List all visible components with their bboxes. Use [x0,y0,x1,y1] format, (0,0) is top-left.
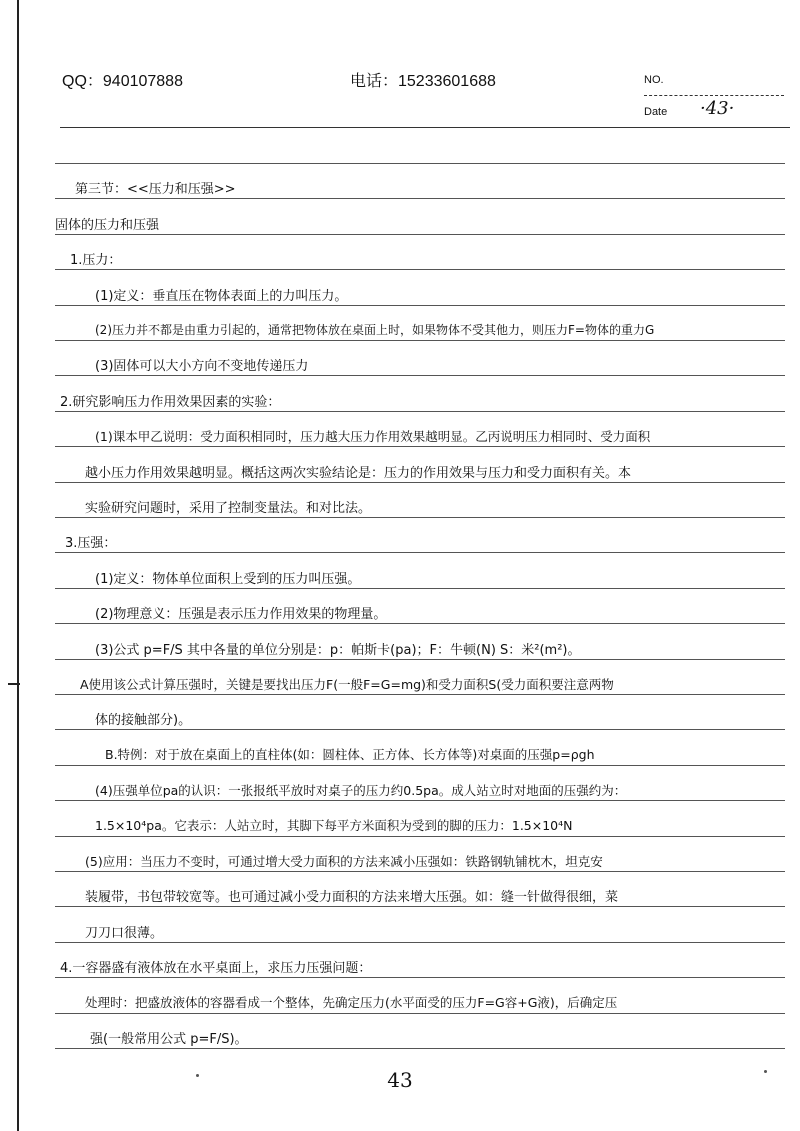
ruled-line [55,836,785,837]
ruled-line [55,765,785,766]
page-number: 43 [387,1068,413,1092]
ruled-line [55,729,785,730]
ruled-line [55,163,785,164]
ruled-line [55,977,785,978]
note-line: 体的接触部分)。 [95,713,192,728]
phone-contact: 电话：15233601688 [350,73,496,90]
speck [764,1070,767,1073]
ruled-line [55,871,785,872]
ruled-line [55,375,785,376]
note-line: 1.压力： [70,253,122,268]
note-line: (5)应用：当压力不变时，可通过增大受力面积的方法来减小压强如：铁路钢轨铺枕木，坦克安 [85,854,603,869]
ruled-line [55,552,785,553]
note-line: (1)定义：垂直压在物体表面上的力叫压力。 [95,289,348,304]
note-line: 处理时：把盛放液体的容器看成一个整体，先确定压力(水平面受的压力F=G容+G液)，后确定压 [85,995,618,1010]
ruled-line [55,269,785,270]
binding-margin-tick [8,683,20,685]
ruled-line [55,340,785,341]
note-line: (4)压强单位pa的认识：一张报纸平放时对桌子的压力约0.5pa。成人站立时对地面的压强约为： [95,783,627,798]
ruled-line [55,800,785,801]
note-line: 装履带，书包带较宽等。也可通过减小受力面积的方法来增大压强。如：缝一针做得很细，菜 [85,890,619,905]
ruled-line [55,1013,785,1014]
notebook-header [0,66,800,126]
binding-margin-line [17,0,19,1131]
ruled-line [55,198,785,199]
note-line: 刀刀口很薄。 [85,926,164,941]
note-line: 第三节：<<压力和压强>> [75,182,236,197]
header-rule [60,127,790,128]
note-line: (2)压力并不都是由重力引起的，通常把物体放在桌面上时，如果物体不受其他力，则压力F=物体的重力G [95,323,655,337]
note-line: 1.5×10⁴pa。它表示：人站立时，其脚下每平方米面积为受到的脚的压力：1.5×10⁴N [95,818,573,833]
note-line: 2.研究影响压力作用效果因素的实验： [60,395,281,410]
note-line: A使用该公式计算压强时，关键是要找出压力F(一般F=G=mg)和受力面积S(受力面积要注意两物 [80,677,614,692]
ruled-line [55,906,785,907]
number-dashed-line [644,95,784,96]
note-line: (3)公式 p=F/S 其中各量的单位分别是：p：帕斯卡(pa)；F：牛顿(N) S：米²(m²)。 [95,643,581,658]
ruled-line [55,517,785,518]
speck [196,1074,199,1077]
note-line: B.特例：对于放在桌面上的直柱体(如：圆柱体、正方体、长方体等)对桌面的压强p=ρgh [105,747,595,762]
ruled-line [55,482,785,483]
note-line: (1)定义：物体单位面积上受到的压力叫压强。 [95,572,361,587]
note-line: 实验研究问题时，采用了控制变量法。和对比法。 [85,501,372,516]
note-line: 越小压力作用效果越明显。概括这两次实验结论是：压力的作用效果与压力和受力面积有关。本 [85,466,632,481]
ruled-line [55,411,785,412]
qq-contact: QQ：940107888 [62,73,183,90]
ruled-line [55,588,785,589]
note-line: (3)固体可以大小方向不变地传递压力 [95,359,309,374]
note-line: (2)物理意义：压强是表示压力作用效果的物理量。 [95,607,387,622]
ruled-line [55,305,785,306]
note-line: 3.压强： [65,536,117,551]
note-line: 固体的压力和压强 [55,218,160,233]
ruled-line [55,694,785,695]
ruled-line [55,623,785,624]
note-line: 4.一容器盛有液体放在水平桌面上，求压力压强问题： [60,961,372,976]
ruled-line [55,1048,785,1049]
date-label: Date [644,106,668,118]
note-line: 强(一般常用公式 p=F/S)。 [90,1032,248,1047]
date-value: ·43· [700,98,735,119]
ruled-line [55,942,785,943]
ruled-line [55,659,785,660]
number-label: NO. [644,74,664,86]
ruled-line [55,446,785,447]
ruled-line [55,234,785,235]
note-line: (1)课本甲乙说明：受力面积相同时，压力越大压力作用效果越明显。乙丙说明压力相同时、受力面积 [95,429,651,444]
